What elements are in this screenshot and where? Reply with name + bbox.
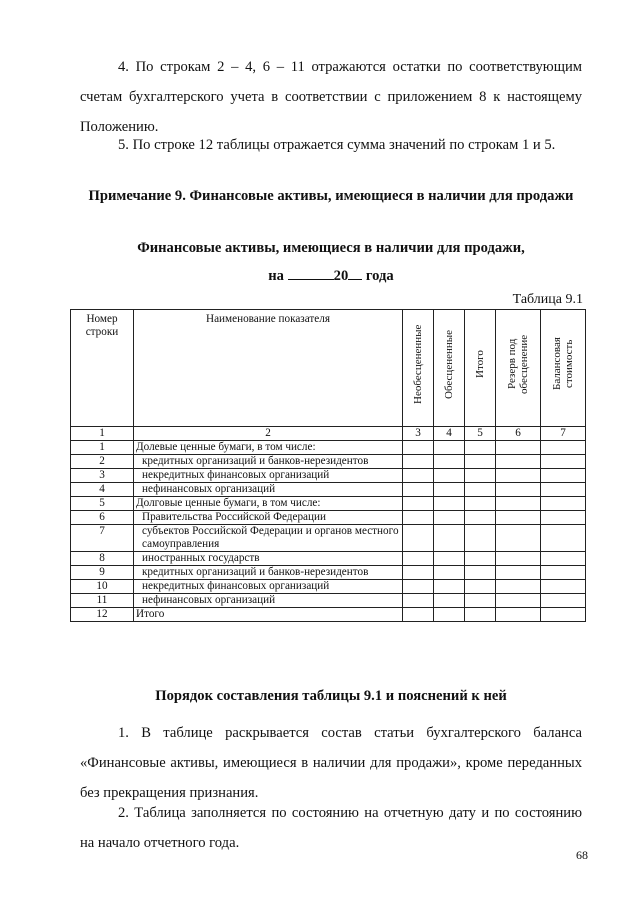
row-number: 9 xyxy=(71,566,134,580)
row-number: 5 xyxy=(71,497,134,511)
value-cell xyxy=(465,483,496,497)
date-line xyxy=(80,268,582,285)
value-cell xyxy=(496,441,541,455)
value-cell xyxy=(496,455,541,469)
value-cell xyxy=(403,594,434,608)
row-label: субъектов Российской Федерации и органов местного самоуправления xyxy=(134,525,403,552)
procedure-paragraph-1: 1. В таблице раскрывается состав статьи бухгалтерского баланса «Финансовые активы, имеющиеся в наличии для продажи», кроме переданных без прекращения признания. xyxy=(80,725,582,801)
value-cell xyxy=(465,455,496,469)
row-label: Долевые ценные бумаги, в том числе: xyxy=(134,441,403,455)
value-cell xyxy=(434,566,465,580)
value-cell xyxy=(434,469,465,483)
row-number: 12 xyxy=(71,608,134,622)
row-number: 6 xyxy=(71,511,134,525)
table-row xyxy=(71,566,586,580)
value-cell xyxy=(434,455,465,469)
value-cell xyxy=(403,566,434,580)
value-cell xyxy=(496,594,541,608)
value-cell xyxy=(465,594,496,608)
value-cell xyxy=(465,441,496,455)
value-cell xyxy=(496,580,541,594)
table-row xyxy=(71,511,586,525)
value-cell xyxy=(465,566,496,580)
table-row xyxy=(71,525,586,552)
row-label: Долговые ценные бумаги, в том числе: xyxy=(134,497,403,511)
value-cell xyxy=(465,552,496,566)
value-cell xyxy=(496,566,541,580)
table-row xyxy=(71,483,586,497)
value-cell xyxy=(465,469,496,483)
row-number: 1 xyxy=(71,441,134,455)
value-cell xyxy=(465,525,496,552)
value-cell xyxy=(496,469,541,483)
col-number: 3 xyxy=(403,427,434,441)
date-blank xyxy=(288,279,334,280)
value-cell xyxy=(541,483,586,497)
table-row xyxy=(71,441,586,455)
value-cell xyxy=(434,525,465,552)
value-cell xyxy=(541,594,586,608)
row-number: 2 xyxy=(71,455,134,469)
financial-assets-table xyxy=(70,309,586,622)
table-row xyxy=(71,552,586,566)
value-cell xyxy=(541,455,586,469)
procedure-paragraph-2: 2. Таблица заполняется по состоянию на отчетную дату и по состоянию на начало отчетного года. xyxy=(80,805,582,851)
value-cell xyxy=(496,497,541,511)
row-number: 10 xyxy=(71,580,134,594)
value-cell xyxy=(434,441,465,455)
row-number: 3 xyxy=(71,469,134,483)
paragraph-5: 5. По строке 12 таблицы отражается сумма значений по строкам 1 и 5. xyxy=(118,137,556,153)
note-title: Примечание 9. Финансовые активы, имеющиеся в наличии для продажи xyxy=(88,188,574,204)
value-cell xyxy=(496,525,541,552)
header-impaired: Обесцененные xyxy=(434,310,465,427)
page-number: 68 xyxy=(576,848,588,862)
value-cell xyxy=(403,483,434,497)
row-label: кредитных организаций и банков-нерезидентов xyxy=(134,566,403,580)
value-cell xyxy=(541,441,586,455)
value-cell xyxy=(434,552,465,566)
year-blank xyxy=(348,279,362,280)
value-cell xyxy=(496,608,541,622)
row-label: иностранных государств xyxy=(134,552,403,566)
row-label: нефинансовых организаций xyxy=(134,483,403,497)
header-impairment-reserve: Резерв под обесценение xyxy=(496,310,541,427)
value-cell xyxy=(434,594,465,608)
value-cell xyxy=(541,511,586,525)
value-cell xyxy=(403,511,434,525)
date-year-prefix: 20 xyxy=(333,268,349,284)
paragraph-4: 4. По строкам 2 – 4, 6 – 11 отражаются остатки по соответствующим счетам бухгалтерского учета в соответствии с приложением 8 к настоящему Положению. xyxy=(80,59,582,135)
value-cell xyxy=(496,483,541,497)
header-row-number: Номер строки xyxy=(71,310,134,427)
table-row xyxy=(71,455,586,469)
col-number: 7 xyxy=(541,427,586,441)
col-number: 6 xyxy=(496,427,541,441)
value-cell xyxy=(403,441,434,455)
col-number: 2 xyxy=(134,427,403,441)
row-label: некредитных финансовых организаций xyxy=(134,580,403,594)
date-suffix: года xyxy=(365,268,394,284)
row-number: 7 xyxy=(71,525,134,552)
value-cell xyxy=(434,497,465,511)
table-header-row xyxy=(71,310,586,427)
value-cell xyxy=(541,525,586,552)
col-number: 4 xyxy=(434,427,465,441)
value-cell xyxy=(496,511,541,525)
value-cell xyxy=(403,455,434,469)
value-cell xyxy=(541,608,586,622)
table-row xyxy=(71,608,586,622)
header-carrying-value: Балансовая стоимость xyxy=(541,310,586,427)
row-number: 4 xyxy=(71,483,134,497)
table-row xyxy=(71,469,586,483)
value-cell xyxy=(541,552,586,566)
value-cell xyxy=(465,497,496,511)
value-cell xyxy=(434,608,465,622)
value-cell xyxy=(403,552,434,566)
value-cell xyxy=(465,580,496,594)
value-cell xyxy=(434,483,465,497)
table-row xyxy=(71,594,586,608)
value-cell xyxy=(403,525,434,552)
value-cell xyxy=(434,511,465,525)
value-cell xyxy=(434,580,465,594)
row-label: Правительства Российской Федерации xyxy=(134,511,403,525)
column-number-row xyxy=(71,427,586,441)
value-cell xyxy=(496,552,541,566)
col-number: 1 xyxy=(71,427,134,441)
row-label: некредитных финансовых организаций xyxy=(134,469,403,483)
col-number: 5 xyxy=(465,427,496,441)
row-label: кредитных организаций и банков-нерезидентов xyxy=(134,455,403,469)
row-number: 8 xyxy=(71,552,134,566)
header-unimpaired: Необесцененные xyxy=(403,310,434,427)
value-cell xyxy=(465,511,496,525)
table-row xyxy=(71,497,586,511)
value-cell xyxy=(403,608,434,622)
header-indicator-name: Наименование показателя xyxy=(134,310,403,427)
row-number: 11 xyxy=(71,594,134,608)
table-row xyxy=(71,580,586,594)
value-cell xyxy=(541,469,586,483)
value-cell xyxy=(403,497,434,511)
procedure-title: Порядок составления таблицы 9.1 и пояснений к ней xyxy=(155,688,507,704)
table-title: Финансовые активы, имеющиеся в наличии для продажи, xyxy=(137,240,525,256)
value-cell xyxy=(541,497,586,511)
row-label: Итого xyxy=(134,608,403,622)
value-cell xyxy=(541,566,586,580)
row-label: нефинансовых организаций xyxy=(134,594,403,608)
value-cell xyxy=(403,580,434,594)
value-cell xyxy=(541,580,586,594)
header-total: Итого xyxy=(465,310,496,427)
value-cell xyxy=(465,608,496,622)
table-label: Таблица 9.1 xyxy=(512,292,583,307)
value-cell xyxy=(403,469,434,483)
date-prefix: на xyxy=(268,268,284,284)
